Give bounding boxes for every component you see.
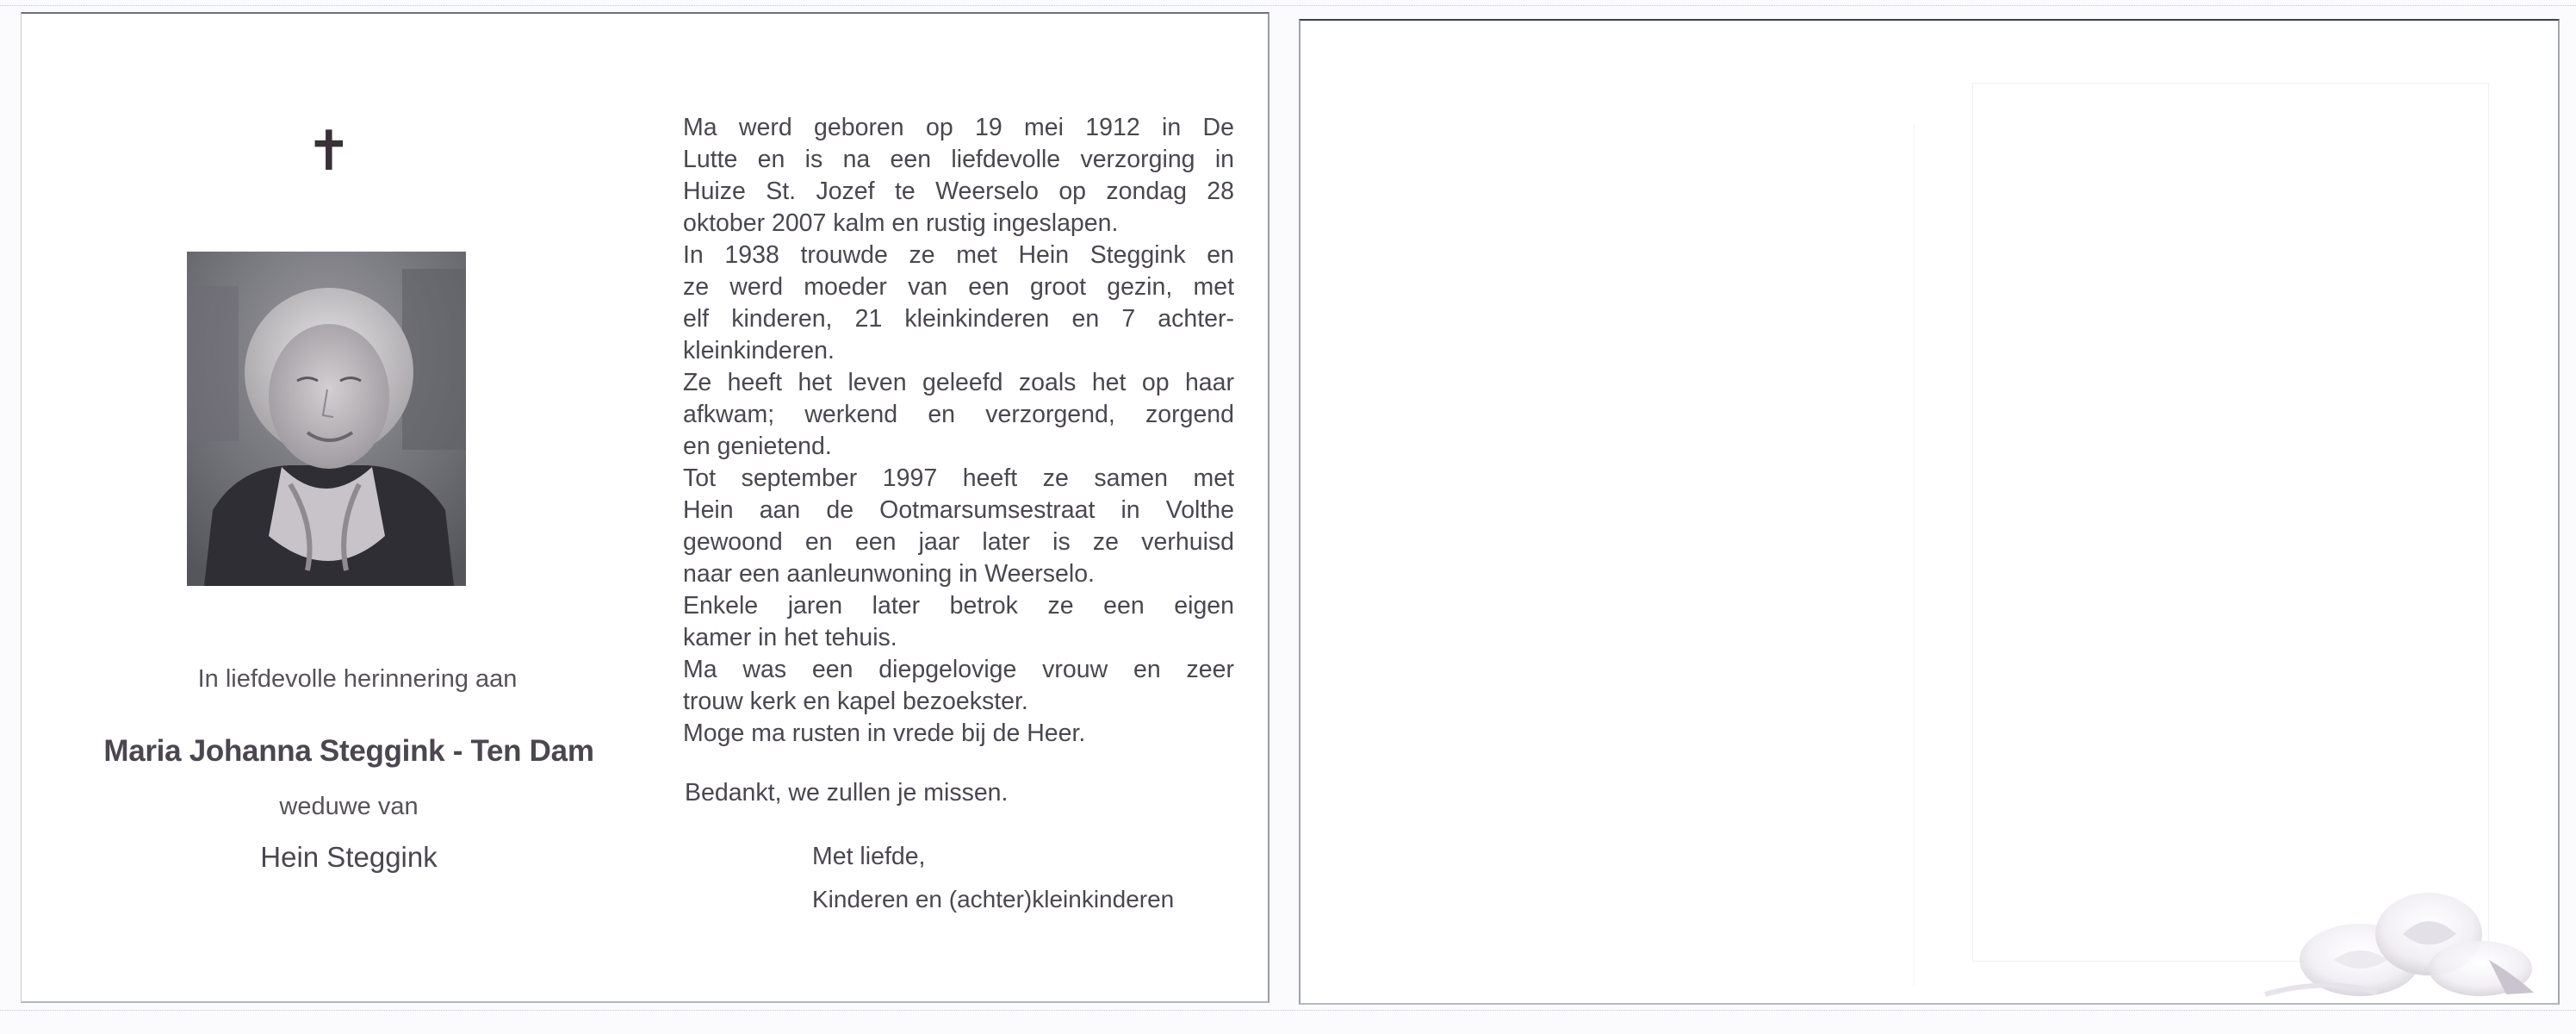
white-roses-decoration: [2231, 874, 2549, 1003]
portrait-photo: [187, 252, 466, 586]
closing-text: Met liefde,: [812, 843, 926, 870]
biography-line: Lutte en is na een liefdevolle verzorging in: [683, 146, 1234, 173]
biography-line: kamer in het tehuis.: [683, 624, 897, 651]
thanks-text: Bedankt, we zullen je missen.: [685, 779, 1009, 807]
biography-line: Huize St. Jozef te Weerselo op zondag 28: [683, 178, 1234, 205]
deceased-name: Maria Johanna Steggink - Ten Dam: [103, 734, 594, 768]
biography-line: trouw kerk en kapel bezoekster.: [683, 688, 1028, 715]
biography-line: Ma werd geboren op 19 mei 1912 in De: [683, 114, 1234, 141]
biography-line: en genietend.: [683, 433, 832, 460]
cross-icon: ✝: [306, 120, 352, 184]
card-right-panel: [1299, 19, 2560, 1005]
biography-line: afkwam; werkend en verzorgend, zorgend: [683, 401, 1234, 428]
biography-line: oktober 2007 kalm en rustig ingeslapen.: [683, 209, 1119, 237]
fold-line: [1914, 124, 1915, 986]
biography-text: [683, 112, 1234, 750]
signature-text: Kinderen en (achter)kleinkinderen: [812, 886, 1175, 913]
biography-line: Ma was een diepgelovige vrouw en zeer: [683, 656, 1234, 683]
biography-line: Ze heeft het leven geleefd zoals het op haar: [683, 369, 1234, 396]
biography-line: Enkele jaren later betrok ze een eigen: [683, 592, 1234, 620]
husband-name: Hein Steggink: [260, 841, 438, 873]
biography-line: kleinkinderen.: [683, 337, 835, 364]
biography-line: In 1938 trouwde ze met Hein Steggink en: [683, 241, 1234, 269]
memory-text: In liefdevolle herinnering aan: [197, 665, 518, 693]
scan-edge-top: [0, 5, 2576, 6]
biography-line: naar een aanleunwoning in Weerselo.: [683, 560, 1095, 588]
biography-line: Hein aan de Ootmarsumsestraat in Volthe: [683, 496, 1234, 524]
biography-line: Tot september 1997 heeft ze samen met: [683, 464, 1234, 492]
scan-edge-bottom: [0, 1010, 2576, 1011]
biography-line: elf kinderen, 21 kleinkinderen en 7 achter-: [683, 305, 1234, 333]
biography-line: gewoond en een jaar later is ze verhuisd: [683, 528, 1234, 556]
widow-text: weduwe van: [279, 793, 419, 820]
card-left-panel: [21, 12, 1269, 1003]
biography-line: Moge ma rusten in vrede bij de Heer.: [683, 719, 1086, 747]
biography-line: ze werd moeder van een groot gezin, met: [683, 273, 1234, 301]
inner-frame: [1972, 83, 2489, 962]
portrait-image: [187, 252, 466, 586]
